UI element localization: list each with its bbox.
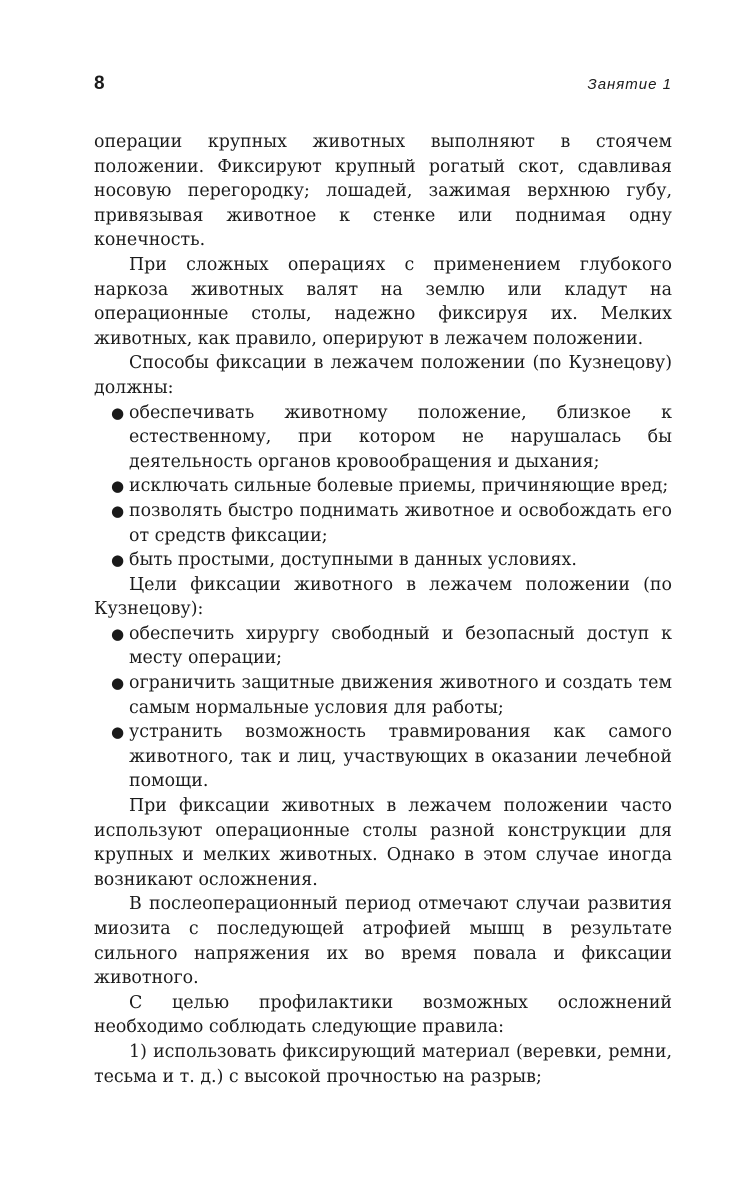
- list-item-text: быть простыми, доступными в данных условиях.: [129, 550, 577, 571]
- paragraph: В послеоперационный период отмечают случаи развития миозита с последующей атрофией мышц в результате сильного напряжения их во время повала и фиксации животного.: [94, 894, 672, 989]
- bullet-icon: ●: [111, 624, 125, 643]
- paragraph: 1) использовать фиксирующий материал (веревки, ремни, тесьма и т. д.) с высокой прочностью на разрыв;: [94, 1041, 672, 1087]
- list-item-text: ограничить защитные движения животного и создать тем самым нормальные условия для работы;: [129, 673, 672, 718]
- list-item: [94, 671, 672, 720]
- bullet-icon: ●: [111, 501, 125, 520]
- body-text: [94, 130, 672, 1089]
- bullet-icon: ●: [111, 477, 125, 496]
- list-item-text: устранить возможность травмирования как самого животного, так и лиц, участвующих в оказании лечебной помощи.: [129, 722, 672, 792]
- bullet-icon: ●: [111, 551, 125, 570]
- list-item: [94, 401, 672, 475]
- list-item-text: позволять быстро поднимать животное и освобождать его от средств фиксации;: [129, 500, 672, 546]
- list-item: [94, 474, 672, 499]
- paragraph: операции крупных животных выполняют в стоячем положении. Фиксируют крупный рогатый скот, сдавливая носовую перегородку; лошадей, зажимая верхнюю губу, привязывая животное к стенке или поднимая одну конечность.: [94, 132, 672, 251]
- page-number: 8: [94, 73, 105, 94]
- paragraph: Цели фиксации животного в лежачем положении (по Кузнецову):: [94, 574, 672, 620]
- list-item: [94, 622, 672, 671]
- paragraph: При сложных операциях с применением глубокого наркоза животных валят на землю или кладут на операционные столы, надежно фиксируя их. Мелких животных, как правило, оперируют в лежачем положении.: [94, 254, 672, 349]
- list-item-text: исключать сильные болевые приемы, причиняющие вред;: [129, 476, 669, 497]
- list-item: [94, 499, 672, 548]
- fixation-requirements-list: [94, 401, 672, 573]
- paragraph: С целью профилактики возможных осложнений необходимо соблюдать следующие правила:: [94, 992, 672, 1038]
- list-item-text: обеспечить хирургу свободный и безопасный доступ к месту операции;: [129, 623, 672, 669]
- bullet-icon: ●: [111, 403, 125, 422]
- list-item-text: обеспечивать животному положение, близкое к естественному, при котором не нарушалась бы деятельность органов кровообращения и дыхания;: [129, 402, 672, 472]
- running-title: Занятие 1: [587, 76, 672, 93]
- paragraph: При фиксации животных в лежачем положении часто используют операционные столы разной конструкции для крупных и мелких животных. Однако в этом случае иногда возникают осложнения.: [94, 796, 672, 890]
- list-item: [94, 720, 672, 794]
- bullet-icon: ●: [111, 674, 125, 693]
- paragraph: Способы фиксации в лежачем положении (по Кузнецову) должны:: [94, 353, 672, 398]
- bullet-icon: ●: [111, 723, 125, 742]
- fixation-goals-list: [94, 622, 672, 794]
- list-item: [94, 548, 672, 573]
